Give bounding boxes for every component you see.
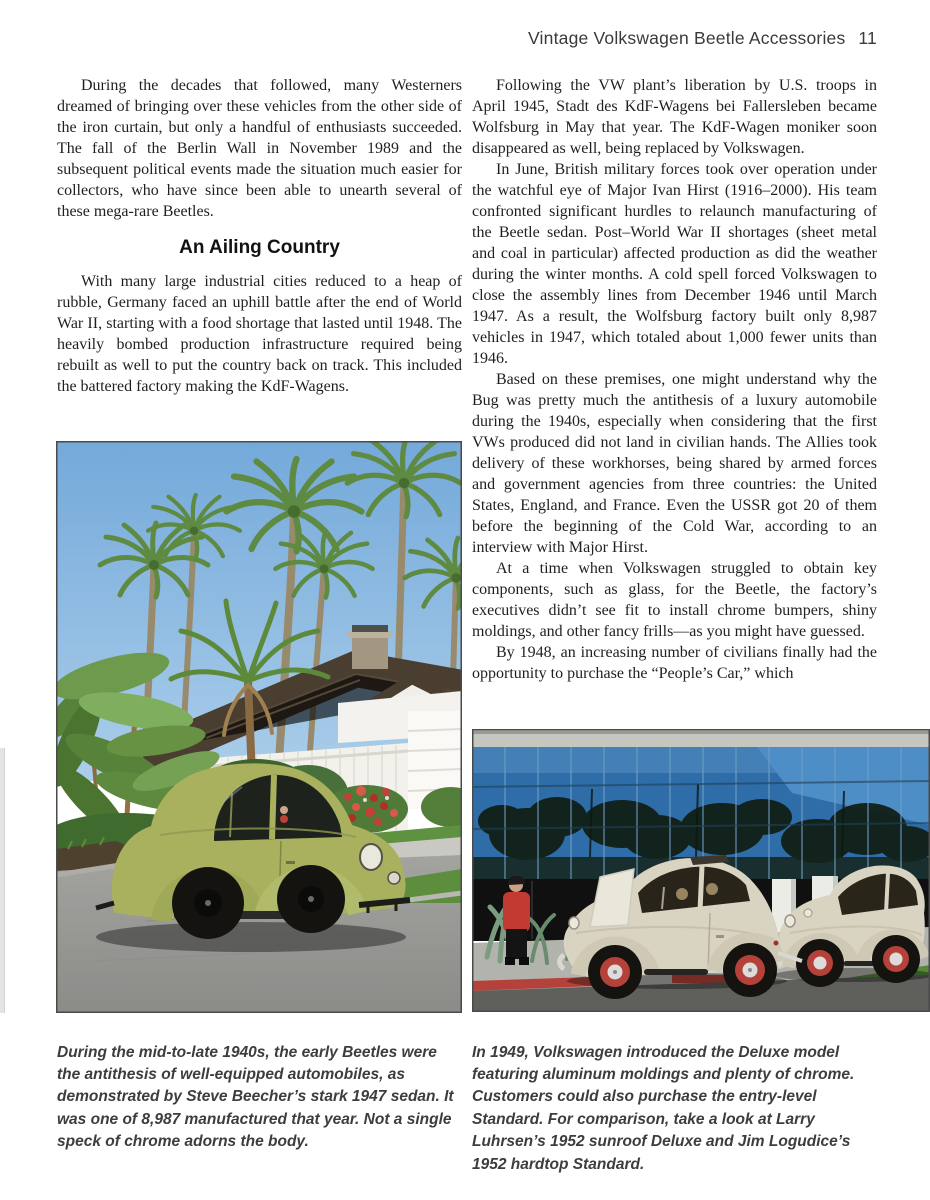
running-header: [528, 28, 877, 49]
page-number: 11: [858, 28, 877, 48]
section-heading: An Ailing Country: [179, 237, 340, 258]
running-header-title: Vintage Volkswagen Beetle Accessories: [528, 28, 846, 48]
left-paragraph-1: During the decades that followed, many Westerners dreamed of bringing over these vehicles from the other side of the iron curtain, but only a handful of enthusiasts succeeded. The fall of the Berlin Wall in November 1989 and the subsequent political events made the situation much easier for collectors, who have since been able to unearth several of these mega-rare Beetles.: [57, 77, 462, 220]
right-paragraph-1: Following the VW plant’s liberation by U.S. troops in April 1945, Stadt des KdF-Wagens bei Fallersleben became Wolfsburg in May that year. The KdF-Wagen moniker soon disappeared as well, being replaced by Volkswagen.: [472, 77, 877, 157]
photo-two-beetles: [472, 729, 930, 1012]
photo-green-beetle-art: [56, 441, 462, 1013]
right-paragraph-5: By 1948, an increasing number of civilians finally had the opportunity to purchase the “People’s Car,” which: [472, 644, 877, 682]
photo-green-beetle: [56, 441, 462, 1013]
left-paragraph-2: With many large industrial cities reduced to a heap of rubble, Germany faced an uphill battle after the end of World War II, starting with a food shortage that lasted until 1948. The heavily bombed production infrastructure required being rebuilt as well to put the country back on track. This included the battered factory making the KdF-Wagens.: [57, 273, 462, 395]
chimney: [352, 635, 388, 669]
facing-page-edge: [0, 748, 5, 1013]
right-paragraph-4: At a time when Volkswagen struggled to obtain key components, such as glass, for the Beetle, the factory’s executives didn’t see fit to install chrome bumpers, shiny moldings, and other fancy frills—as you might have guessed.: [472, 560, 877, 640]
left-column: [57, 75, 462, 397]
photo-two-beetles-art: [472, 729, 930, 1012]
right-paragraph-3: Based on these premises, one might understand why the Bug was pretty much the antithesis of a luxury automobile during the 1940s, especially when considering that the first VWs produced did not land in civilian hands. The Allies took delivery of these workhorses, being shared by armed forces and government agencies from three countries: the United States, England, and France. Even the USSR got 20 of them before the beginning of the Cold War, according to an interview with Major Hirst.: [472, 371, 877, 556]
caption-two-beetles: In 1949, Volkswagen introduced the Deluxe model featuring aluminum moldings and plenty of chrome. Customers could also purchase the entry-level Standard. For comparison, take a look at Larry Luhrsen’s 1952 sunroof Deluxe and Jim Logudice’s 1952 hardtop Standard.: [472, 1043, 855, 1173]
right-column: [472, 75, 877, 684]
caption-green-beetle: During the mid-to-late 1940s, the early Beetles were the antithesis of well-equipped automobiles, as demonstrated by Steve Beecher’s stark 1947 sedan. It was one of 8,987 manufactured that year. Not a single speck of chrome adorns the body.: [57, 1043, 454, 1151]
right-paragraph-2: In June, British military forces took over operation under the watchful eye of Major Ivan Hirst (1916–2000). His team confronted significant hurdles to relaunch manufacturing of the Beetle sedan. Post–World War II shortages (sheet metal and coal in particular) affected production as did the weather during the winter months. A cold spell forced Volkswagen to close the assembly lines from December 1946 until March 1947. As a result, the Wolfsburg factory built only 8,987 vehicles in 1947, which totaled about 1,000 fewer units than 1946.: [472, 161, 877, 367]
